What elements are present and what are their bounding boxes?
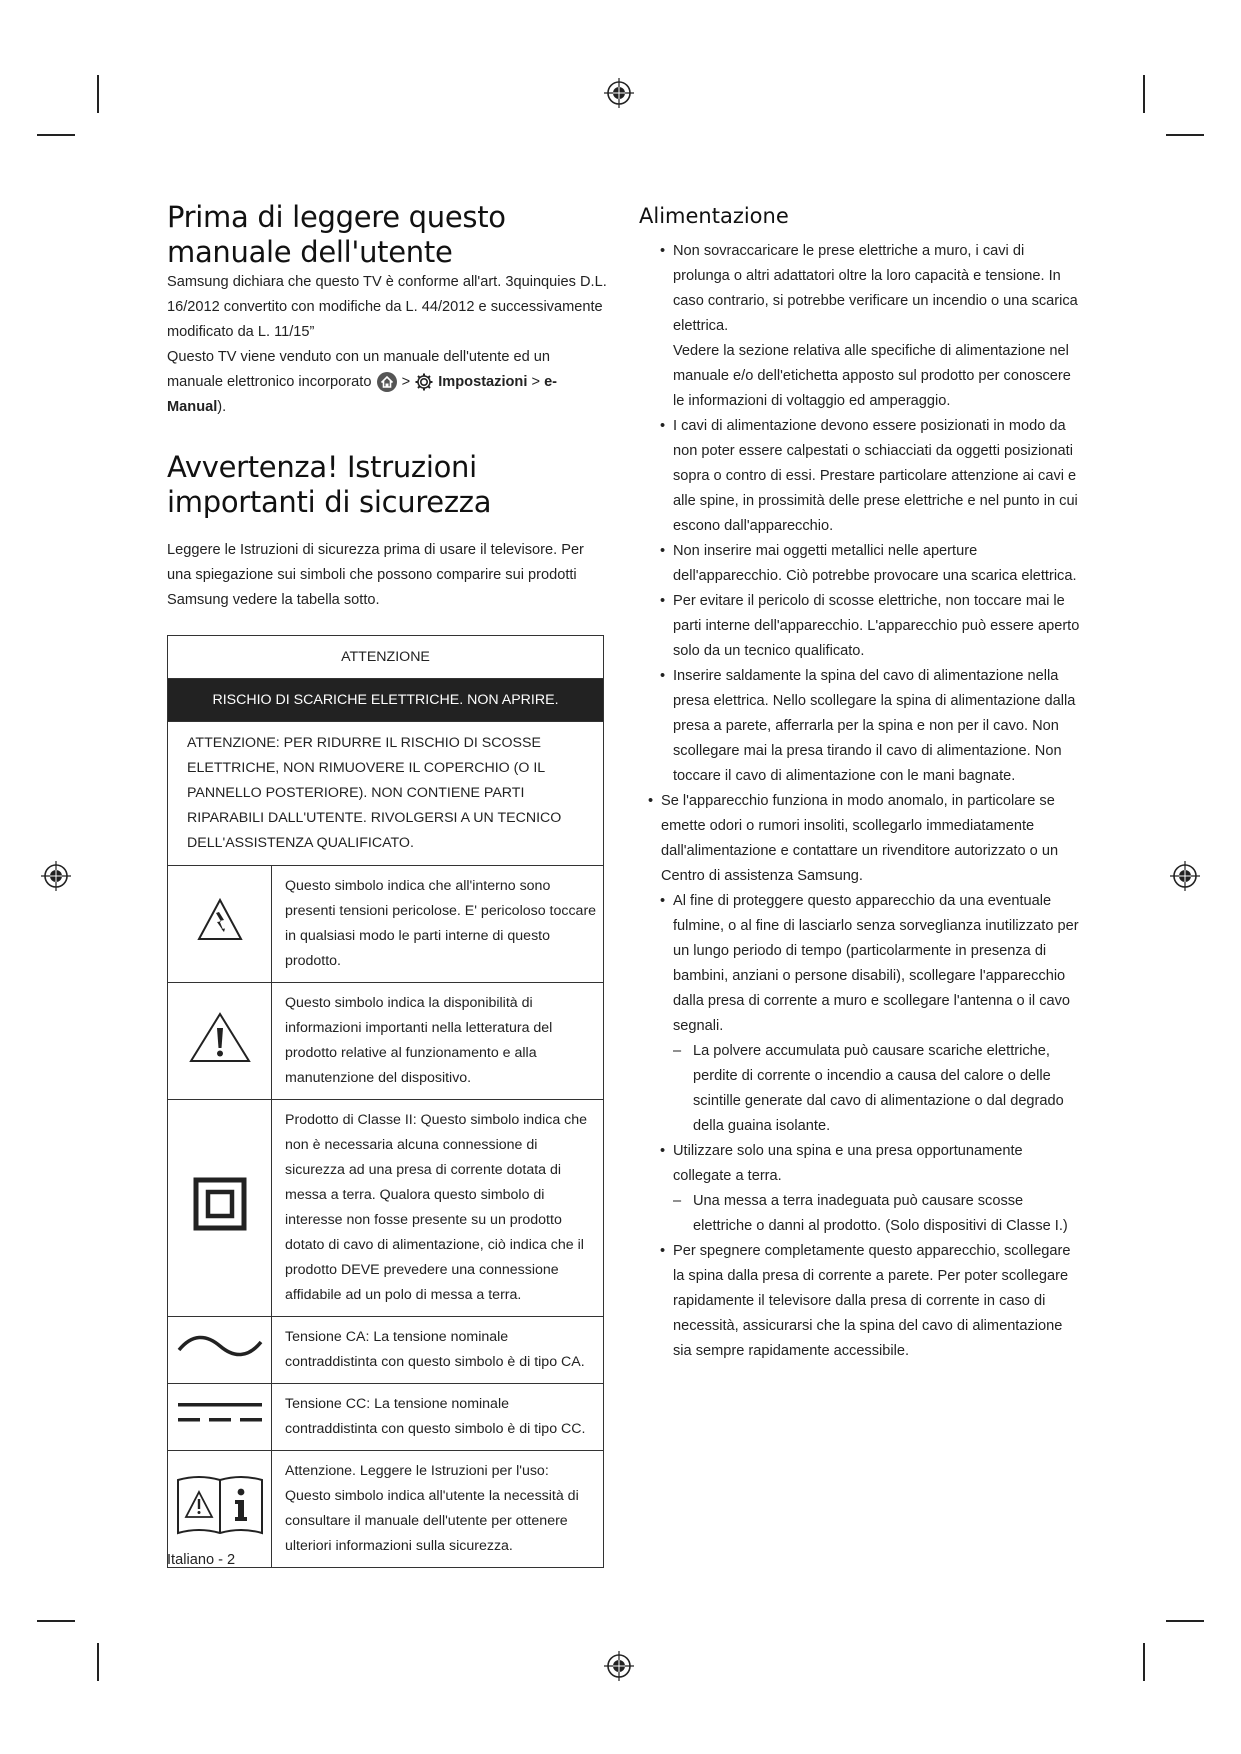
path-emanual: e-Manual: [167, 374, 558, 415]
list-item: • Per spegnere completamente questo apparecchio, scollegare la spina dalla presa di corrente a parete. Per poter scollegare rapidamente il televisore dalla presa di corrente in caso di necessità, assicurarsi che la spina del cavo di alimentazione sia sempre rapidamente accessibile.: [660, 1243, 1071, 1359]
power-bullet-list: [639, 239, 1084, 1364]
crop-mark: [37, 1620, 75, 1622]
crop-mark: [97, 75, 99, 113]
section-title: Alimentazione: [639, 204, 789, 228]
registration-mark-icon: [603, 1650, 635, 1682]
list-item: • Non sovraccaricare le prese elettriche a muro, i cavi di prolunga o altri adattatori oltre la loro capacità e tensione. In caso contrario, si potrebbe verificare un incendio o una scarica elettrica. Vedere la sezione relativa alle specifiche di alimentazione nel manuale e/o dell'etichetta apposto sul prodotto per conoscere le informazioni di voltaggio ed amperaggio.: [660, 243, 1078, 409]
manual-text: Questo TV viene venduto con un manuale dell'utente ed un manuale elettronico incorporato: [167, 349, 551, 390]
list-item: • Al fine di proteggere questo apparecchio da una eventuale fulmine, o al fine di lasciarlo senza sorveglianza inutilizzato per un lungo periodo di tempo (particolarmente in presenza di bambini, anziani o persone disabili), scollegare l'apparecchio dalla presa di corrente a muro e scollegare l'antenna o il cavo segnali. – La polvere accumulata può causare scariche elettriche, perdite di corrente o incendio a causa del calore o delle scintille generate dal cavo di alimentazione o dal degrado della guaina isolante.: [651, 889, 1084, 1139]
list-item: • Per evitare il pericolo di scosse elettriche, non toccare mai le parti interne dell'apparecchio. L'apparecchio può essere aperto solo da un tecnico qualificato.: [660, 593, 1080, 659]
path-settings: Impostazioni: [438, 374, 528, 390]
list-item: • Non inserire mai oggetti metallici nelle aperture dell'apparecchio. Ciò potrebbe provocare una scarica elettrica.: [660, 543, 1077, 584]
path-separator: >: [401, 374, 411, 390]
table-row: [168, 1317, 604, 1384]
crop-mark: [1143, 1643, 1145, 1681]
table-row: [168, 1451, 604, 1568]
left-column: [167, 200, 607, 1568]
path-end: ).: [217, 399, 227, 415]
safety-symbols-table: [167, 635, 604, 1568]
table-row-text: Questo simbolo indica la disponibilità di informazioni importanti nella letteratura del prodotto relative al funzionamento e alla manutenzione del dispositivo.: [272, 983, 604, 1100]
table-row: [168, 1100, 604, 1317]
registration-mark-icon: [1169, 860, 1201, 892]
list-item: • I cavi di alimentazione devono essere posizionati in modo da non poter essere calpestati o schiacciati da oggetti posizionati sopra o contro di essi. Prestare particolare attenzione ai cavi e alle spine, in prossimità delle prese elettriche e nel punto in cui escono dall'apparecchio.: [660, 418, 1078, 534]
registration-mark-icon: [603, 77, 635, 109]
crop-mark: [1143, 75, 1145, 113]
registration-mark-icon: [40, 860, 72, 892]
table-row-text: Attenzione. Leggere le Istruzioni per l'uso: Questo simbolo indica all'utente la necessità di consultare il manuale dell'utente per ottenere ulteriori informazioni sulla sicurezza.: [272, 1451, 604, 1568]
table-danger-row: RISCHIO DI SCARICHE ELETTRICHE. NON APRIRE.: [168, 679, 604, 722]
lightning-triangle-icon: [196, 896, 244, 944]
sub-item: – Una messa a terra inadeguata può causare scosse elettriche o danni al prodotto. (Solo dispositivi di Classe I.): [673, 1193, 1068, 1234]
gear-icon: [414, 372, 434, 392]
list-item: • Utilizzare solo una spina e una presa opportunamente collegate a terra. – Una messa a terra inadeguata può causare scosse elettriche o danni al prodotto. (Solo dispositivi di Classe I.): [651, 1139, 1084, 1239]
dc-lines-icon: [176, 1398, 264, 1428]
ac-wave-icon: [176, 1331, 264, 1361]
safety-title: Avvertenza! Istruzioni importanti di sicurezza: [167, 450, 492, 519]
table-row: [168, 983, 604, 1100]
exclamation-triangle-icon: [189, 1011, 251, 1063]
list-item: • Inserire saldamente la spina del cavo di alimentazione nella presa elettrica. Nello scollegare la spina di alimentazione dalla presa a parete, afferrarla per la spina e non per il cavo. Non scollegare mai la presa tirando il cavo di alimentazione. Non toccare il cavo di alimentazione con le mani bagnate.: [660, 668, 1076, 784]
right-column: [639, 203, 1084, 1364]
list-item: • Se l'apparecchio funziona in modo anomalo, in particolare se emette odori o rumori insoliti, scollegarlo immediatamente dall'alimentazione e contattare un rivenditore autorizzato o un Centro di assistenza Samsung.: [648, 793, 1059, 884]
table-row: [168, 1384, 604, 1451]
page-title: Prima di leggere questo manuale dell'utente: [167, 200, 506, 269]
crop-mark: [1166, 134, 1204, 136]
class-ii-square-icon: [193, 1177, 247, 1231]
table-header: ATTENZIONE: [168, 636, 604, 679]
intro-paragraph: Samsung dichiara che questo TV è conforme all'art. 3quinquies D.L. 16/2012 convertito con modifiche da L. 44/2012 e successivamente modificato da L. 11/15”: [167, 274, 607, 340]
page-number: Italiano - 2: [167, 1552, 236, 1568]
table-warning-text: ATTENZIONE: PER RIDURRE IL RISCHIO DI SCOSSE ELETTRICHE, NON RIMUOVERE IL COPERCHIO (O IL PANNELLO POSTERIORE). NON CONTIENE PARTI RIPARABILI DALL'UTENTE. RIVOLGERSI A UN TECNICO DELL'ASSISTENZA QUALIFICATO.: [168, 722, 604, 866]
sub-item: – La polvere accumulata può causare scariche elettriche, perdite di corrente o incendio a causa del calore o delle scintille generate dal cavo di alimentazione o dal degrado della guaina isolante.: [673, 1043, 1064, 1134]
table-row-text: Prodotto di Classe II: Questo simbolo indica che non è necessaria alcuna connessione di sicurezza ad una presa di corrente dotata di messa a terra. Qualora questo simbolo di interesse non fosse presente su un prodotto dotato di cavo di alimentazione, ciò indica che il prodotto DEVE prevedere una connessione affidabile ad un polo di messa a terra.: [272, 1100, 604, 1317]
crop-mark: [97, 1643, 99, 1681]
table-row-text: Tensione CC: La tensione nominale contraddistinta con questo simbolo è di tipo CC.: [272, 1384, 604, 1451]
table-row-text: Questo simbolo indica che all'interno sono presenti tensioni pericolose. E' pericoloso toccare in qualsiasi modo le parti interne di questo prodotto.: [272, 866, 604, 983]
home-icon: [376, 371, 398, 393]
manual-book-icon: [175, 1473, 265, 1537]
table-row: [168, 866, 604, 983]
table-row-text: Tensione CA: La tensione nominale contraddistinta con questo simbolo è di tipo CA.: [272, 1317, 604, 1384]
path-separator: >: [531, 374, 540, 390]
crop-mark: [1166, 1620, 1204, 1622]
safety-intro: Leggere le Istruzioni di sicurezza prima di usare il televisore. Per una spiegazione sui simboli che possono comparire sui prodotti Samsung vedere la tabella sotto.: [167, 542, 584, 608]
manual-paragraph: [167, 345, 607, 420]
crop-mark: [37, 134, 75, 136]
